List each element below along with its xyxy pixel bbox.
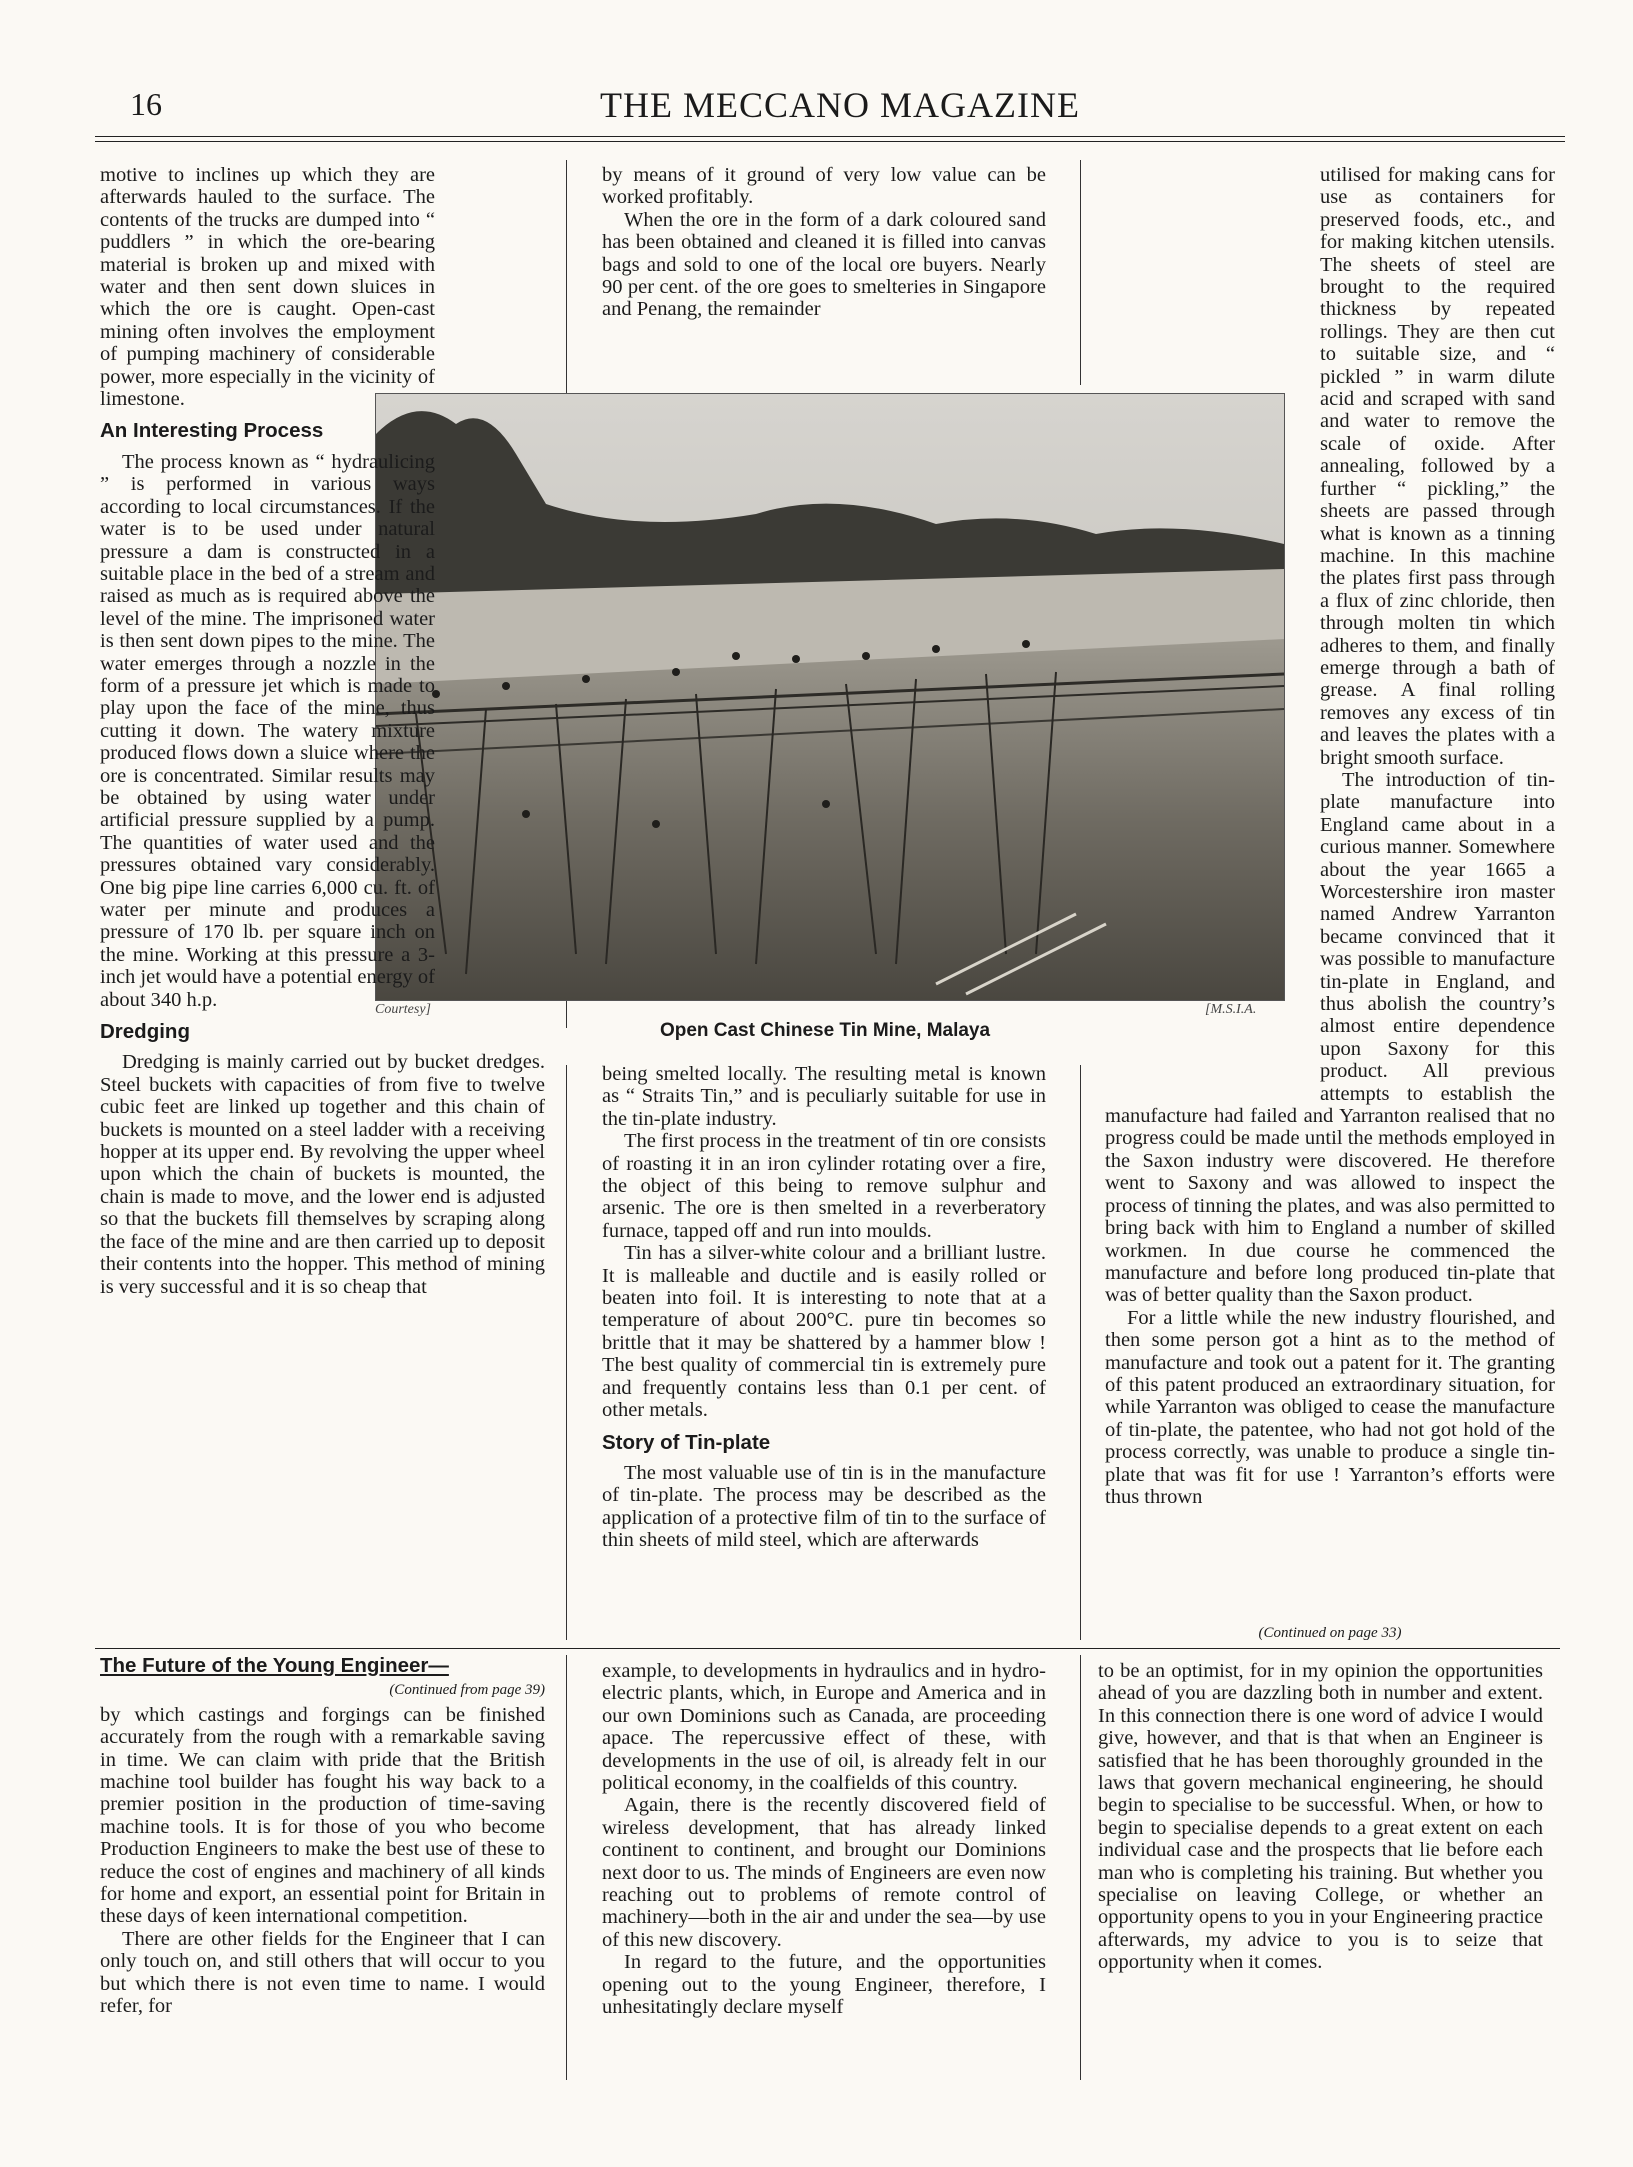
photo-caption: Open Cast Chinese Tin Mine, Malaya — [659, 1020, 991, 1041]
continued-from-note: (Continued from page 39) — [389, 1682, 545, 1699]
paragraph: There are other fields for the Engineer that I can only touch on, and still others that will occur to you but which there is not even time to name. I would refer, for — [100, 1927, 545, 2018]
column-divider — [566, 1655, 567, 2080]
photo-wrap-spacer — [435, 390, 545, 1002]
paragraph: Tin has a silver-white colour and a brilliant lustre. It is malleable and ductile and is easily rolled or beaten into foil. It is interesting to note that at a temperature of about 200°C. pure tin becomes so brittle that it may be shattered by a hammer blow ! The best quality of commercial tin is extremely pure and frequently contains less than 0.1 per cent. of other metals. — [602, 1242, 1046, 1422]
column-2-top-text — [602, 164, 1046, 374]
paragraph: by means of it ground of very low value can be worked profitably. — [602, 164, 1046, 209]
header-rule — [95, 136, 1565, 137]
bottom-column-3 — [1098, 1660, 1543, 2075]
paragraph: utilised for making cans for use as containers for preserved foods, etc., and for making kitchen utensils. The sheets of steel are brought to the required thickness by repeated rollings. They are then cut to suitable size, and “ pickled ” in warm dilute acid and scraped with sand and water to remove the scale of oxide. After annealing, followed by a further “ pickling,” the sheets are passed through what is known as a tinning machine. In this machine the plates first pass through a flux of zinc chloride, then through molten tin which adheres to them, and finally emerge through a bath of grease. A final rolling removes any excess of tin and leaves the plates with a bright smooth surface. — [1320, 164, 1555, 769]
header-rule-thin — [95, 141, 1565, 142]
column-divider — [1080, 160, 1081, 385]
column-1-text — [100, 164, 545, 1298]
magazine-title: THE MECCANO MAGAZINE — [600, 85, 1080, 125]
story-heading: The Future of the Young Engineer— — [100, 1654, 449, 1677]
bottom-column-1 — [100, 1655, 545, 2075]
paragraph: Again, there is the recently discovered field of wireless development, that has already linked continent to continent, and brought our Dominions next door to us. The minds of Engineers are even now reaching out to problems of remote control of machinery—both in the air and under the sea—by use of this new discovery. — [602, 1794, 1046, 1951]
paragraph: to be an optimist, for in my opinion the opportunities ahead of you are dazzling both in number and extent. In this connection there is one word of advice I would give, however, and that is that when an Engineer is satisfied that he has been thoroughly grounded in the laws that govern mechanical engineering, he should begin to specialise to be successful. When, or how to begin to specialise depends to a great extent on each individual case and the prospects that lie before each man who is completing his training. But whether you specialise on leaving College, or whether an opportunity opens to you in your Engineering practice afterwards, my advice to you is to seize that opportunity when it comes. — [1098, 1660, 1543, 1974]
photo-credit-right: [M.S.I.A. — [1205, 1002, 1257, 1017]
section-heading: An Interesting Process — [100, 419, 324, 443]
paragraph: being smelted locally. The resulting metal is known as “ Straits Tin,” and is peculiarly suitable for use in the tin-plate industry. — [602, 1063, 1046, 1130]
column-divider — [1080, 1655, 1081, 2080]
paragraph: example, to developments in hydraulics and in hydro-electric plants, which, in Europe and America and in our own Dominions such as Canada, are proceeding apace. The repercussive effect of these, with developments in the use of oil, is already felt in our political economy, in the coalfields of this country. — [602, 1660, 1046, 1795]
column-3-text — [1105, 164, 1555, 1614]
paragraph: When the ore in the form of a dark coloured sand has been obtained and cleaned it is filled into canvas bags and sold to one of the local ore buyers. Nearly 90 per cent. of the ore goes to smelteries in Singapore and Penang, the remainder — [602, 208, 1046, 321]
page-number: 16 — [130, 86, 162, 122]
section-heading: Story of Tin-plate — [602, 1430, 771, 1454]
story-separator-rule — [95, 1648, 1560, 1649]
paragraph: The most valuable use of tin is in the manufacture of tin-plate. The process may be described as the application of a protective film of tin to the surface of thin sheets of mild steel, which are afterwards — [602, 1461, 1046, 1552]
paragraph: For a little while the new industry flourished, and then some person got a hint as to the method of manufacture and took out a patent for it. The granting of this patent produced an extraordinary situation, for while Yarranton was obliged to cease the manufacture of tin-plate, the patentee, who had not got hold of the process correctly, was unable to produce a single tin-plate that was fit for use ! Yarranton’s efforts were thus thrown — [1105, 1306, 1555, 1508]
bottom-column-2 — [602, 1660, 1046, 2075]
paragraph: by which castings and forgings can be finished accurately from the rough with a remarkable saving in time. We can claim with pride that the British machine tool builder has fought his way back to a premier position in the production of time-saving machine tools. It is for those of you who become Production Engineers to make the best use of these to reduce the cost of engines and machinery of all kinds for home and export, an essential point for Britain in these days of keen international competition. — [100, 1703, 545, 1928]
section-heading: Dredging — [100, 1020, 190, 1044]
paragraph: motive to inclines up which they are afterwards hauled to the surface. The contents of the trucks are dumped into “ puddlers ” in which the ore-bearing material is broken up and mixed with water and then sent down sluices in which the ore is caught. Open-cast mining often involves the employment of pumping machinery of considerable power, more especially in the vicinity of limestone. — [100, 164, 435, 411]
column-divider — [566, 1065, 567, 1640]
photo-wrap-spacer — [1105, 374, 1320, 1084]
paragraph: The process known as “ hydraulicing ” is performed in various ways according to local circumstances. If the water is to be used under natural pressure a dam is constructed in a suitable place in the bed of a stream and raised as much as is required above the level of the mine. The imprisoned water is then sent down pipes to the mine. The water emerges through a nozzle in the form of a pressure jet which is made to play upon the face of the mine, thus cutting it down. The watery mixture produced flows down a sluice where the ore is concentrated. Similar results may be obtained by using water under artificial pressure supplied by a pump. The quantities of water used and the pressures obtained vary considerably. One big pipe line carries 6,000 cu. ft. of water per minute and produces a pressure of 170 lb. per square inch on the mine. Working at this pressure a 3-inch jet would have a potential energy of about 340 h.p. — [100, 450, 435, 1011]
paragraph: Dredging is mainly carried out by bucket dredges. Steel buckets with capacities of from five to twelve cubic feet are linked up together and this chain of buckets is mounted on a steel ladder with a receiving hopper at its upper end. By revolving the upper wheel upon which the chain of buckets is mounted, the chain is made to move, and the lower end is adjusted so that the buckets fill themselves by scraping along the face of the mine and are then carried up to deposit their contents into the hopper. This method of mining is very successful and it is so cheap that — [100, 1051, 545, 1298]
paragraph: The first process in the treatment of tin ore consists of roasting it in an iron cylinder rotating over a fire, the object of this being to remove sulphur and arsenic. The ore is then smelted in a reverberatory furnace, tapped off and run into moulds. — [602, 1130, 1046, 1242]
paragraph: The introduction of tin-plate manufacture into England came about in a curious manner. Somewhere about the year 1665 a Worcestershire iron master named Andrew Yarranton became convinced that it was possible to manufacture tin-plate in England, and thus abolish the country’s almost entire dependence upon Saxony for this product. All previous attempts to establish the manufacture had failed and Yarranton realised that no progress could be made until the methods employed in the Saxon industry were discovered. He therefore went to Saxony and was allowed to inspect the process of tinning the plates, and was also permitted to bring back with him to England a number of skilled workmen. In due course he commenced the manufacture and before long produced tin-plate that was of better quality than the Saxon product. — [1105, 768, 1555, 1307]
continued-note: (Continued on page 33) — [1258, 1625, 1402, 1641]
paragraph: In regard to the future, and the opportunities opening out to the young Engineer, therefore, I unhesitatingly declare myself — [602, 1951, 1046, 2019]
photo-credit-left: Courtesy] — [375, 1002, 431, 1017]
column-2-bottom-text — [602, 1063, 1046, 1645]
column-divider — [1080, 1065, 1081, 1640]
